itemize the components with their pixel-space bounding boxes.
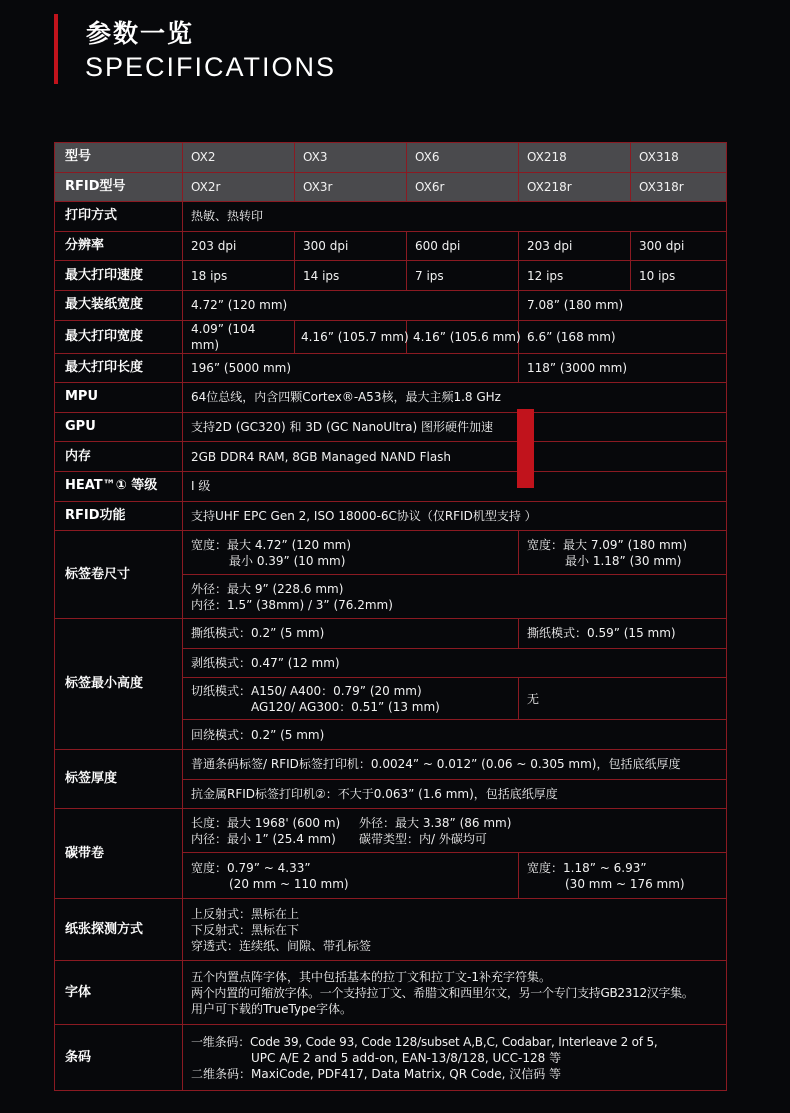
row-label: 分辨率 bbox=[55, 231, 183, 261]
table-cell: OX3 bbox=[295, 143, 407, 173]
table-cell: 4.09” (104 mm) bbox=[183, 320, 295, 353]
text-line: 宽度：1.18” ~ 6.93” bbox=[527, 860, 647, 875]
table-cell: 抗金属RFID标签打印机②：不大于0.063” (1.6 mm)，包括底纸厚度 bbox=[183, 779, 727, 809]
table-cell: I 级 bbox=[183, 471, 727, 501]
row-label: 字体 bbox=[55, 961, 183, 1025]
text-line: 碳带类型：内/ 外碳均可 bbox=[359, 831, 487, 846]
text-line: 宽度：0.79” ~ 4.33” bbox=[191, 860, 311, 875]
table-cell: 196” (5000 mm) bbox=[183, 353, 519, 383]
ribbon-line-1 bbox=[191, 815, 718, 831]
table-cell: 支持UHF EPC Gen 2, ISO 18000-6C协议（仅RFID机型支持 ） bbox=[183, 501, 727, 531]
table-cell: OX2r bbox=[183, 172, 295, 202]
table-cell: 300 dpi bbox=[295, 231, 407, 261]
table-cell: 18 ips bbox=[183, 261, 295, 291]
table-cell: 12 ips bbox=[519, 261, 631, 291]
text-line: 内径：最小 1” (25.4 mm) bbox=[191, 831, 336, 846]
table-cell: 6.6” (168 mm) bbox=[519, 320, 727, 353]
table-row-font bbox=[55, 961, 727, 1025]
row-label: MPU bbox=[55, 383, 183, 413]
table-cell: OX3r bbox=[295, 172, 407, 202]
table-cell: 撕纸模式：0.59” (15 mm) bbox=[519, 619, 727, 649]
table-row-rfid-models bbox=[55, 172, 727, 202]
table-cell: 2GB DDR4 RAM, 8GB Managed NAND Flash bbox=[183, 442, 727, 472]
title-accent-bar bbox=[54, 14, 58, 84]
text-line: 外径：最大 3.38” (86 mm) bbox=[359, 815, 512, 830]
table-cell: 10 ips bbox=[631, 261, 727, 291]
table-cell: OX2 bbox=[183, 143, 295, 173]
table-cell: 无 bbox=[519, 678, 727, 720]
table-row-print-method bbox=[55, 202, 727, 232]
table-cell bbox=[183, 678, 519, 720]
table-cell bbox=[183, 1025, 727, 1091]
table-cell: 203 dpi bbox=[183, 231, 295, 261]
table-cell bbox=[183, 853, 519, 899]
table-row-mpu bbox=[55, 383, 727, 413]
row-label: 条码 bbox=[55, 1025, 183, 1091]
table-row-barcode bbox=[55, 1025, 727, 1091]
table-row-models bbox=[55, 143, 727, 173]
text-line: 五个内置点阵字体，其中包括基本的拉丁文和拉丁文-1补充字符集。 bbox=[191, 969, 551, 984]
text-line: 一维条码：Code 39, Code 93, Code 128/subset A,B,C, Codabar, Interleave 2 of 5, bbox=[191, 1034, 658, 1049]
table-row-thickness-1 bbox=[55, 749, 727, 779]
text-line: 最小 1.18” (30 mm) bbox=[565, 553, 682, 568]
spec-table bbox=[54, 142, 727, 1091]
table-cell bbox=[519, 853, 727, 899]
row-label: 内存 bbox=[55, 442, 183, 472]
text-line: 用户可下载的TrueType字体。 bbox=[191, 1001, 353, 1016]
table-cell: 300 dpi bbox=[631, 231, 727, 261]
table-cell: 4.16” (105.7 mm) bbox=[295, 320, 407, 353]
text-line: 宽度：最大 7.09” (180 mm) bbox=[527, 537, 688, 552]
text-line: 最小 0.39” (10 mm) bbox=[229, 553, 346, 568]
table-row-memory bbox=[55, 442, 727, 472]
table-cell: 118” (3000 mm) bbox=[519, 353, 727, 383]
row-label: RFID功能 bbox=[55, 501, 183, 531]
table-cell: 4.72” (120 mm) bbox=[183, 290, 519, 320]
row-label: 打印方式 bbox=[55, 202, 183, 232]
text-line: 下反射式：黑标在下 bbox=[191, 922, 300, 937]
row-label: 碳带卷 bbox=[55, 809, 183, 899]
text-line: 长度：最大 1968' (600 m) bbox=[191, 815, 341, 830]
table-row-resolution bbox=[55, 231, 727, 261]
table-row-min-height-tear bbox=[55, 619, 727, 649]
row-label: 最大装纸宽度 bbox=[55, 290, 183, 320]
table-cell: 64位总线，内含四颗Cortex®-A53核，最大主频1.8 GHz bbox=[183, 383, 727, 413]
text-line: 内径：1.5” (38mm) / 3” (76.2mm) bbox=[191, 597, 393, 612]
table-cell: 203 dpi bbox=[519, 231, 631, 261]
table-row-print-width bbox=[55, 320, 727, 353]
row-label: 标签最小高度 bbox=[55, 619, 183, 750]
row-label: 纸张探测方式 bbox=[55, 899, 183, 961]
row-label: 标签卷尺寸 bbox=[55, 531, 183, 619]
ribbon-line-2 bbox=[191, 831, 718, 847]
table-cell bbox=[519, 531, 727, 575]
table-cell bbox=[183, 531, 519, 575]
red-marker-block bbox=[517, 409, 534, 488]
table-cell bbox=[183, 961, 727, 1025]
table-row-print-length bbox=[55, 353, 727, 383]
table-cell: OX218r bbox=[519, 172, 631, 202]
text-line: (20 mm ~ 110 mm) bbox=[229, 876, 349, 891]
row-label: HEAT™① 等级 bbox=[55, 471, 183, 501]
table-cell: 剥纸模式：0.47” (12 mm) bbox=[183, 648, 727, 678]
table-cell: OX318 bbox=[631, 143, 727, 173]
text-line: 上反射式：黑标在上 bbox=[191, 906, 300, 921]
row-label: RFID型号 bbox=[55, 172, 183, 202]
table-cell: OX6 bbox=[407, 143, 519, 173]
table-row-sensor bbox=[55, 899, 727, 961]
row-label: 型号 bbox=[55, 143, 183, 173]
table-cell: 4.16” (105.6 mm) bbox=[407, 320, 519, 353]
text-line: 切纸模式：A150/ A400：0.79” (20 mm) bbox=[191, 683, 422, 698]
table-row-roll-size bbox=[55, 531, 727, 575]
table-cell: 7.08” (180 mm) bbox=[519, 290, 727, 320]
table-cell: 14 ips bbox=[295, 261, 407, 291]
table-cell: 撕纸模式：0.2” (5 mm) bbox=[183, 619, 519, 649]
page-title-en: SPECIFICATIONS bbox=[85, 52, 337, 82]
table-cell: OX6r bbox=[407, 172, 519, 202]
table-row-ribbon-size bbox=[55, 809, 727, 853]
row-label: 最大打印宽度 bbox=[55, 320, 183, 353]
row-label: 标签厚度 bbox=[55, 749, 183, 808]
text-line: 宽度：最大 4.72” (120 mm) bbox=[191, 537, 352, 552]
table-cell: 回绕模式：0.2” (5 mm) bbox=[183, 720, 727, 750]
table-row-speed bbox=[55, 261, 727, 291]
table-cell: 热敏、热转印 bbox=[183, 202, 727, 232]
table-cell bbox=[183, 575, 727, 619]
text-line: AG120/ AG300：0.51” (13 mm) bbox=[251, 699, 440, 714]
table-cell bbox=[183, 899, 727, 961]
row-label: 最大打印速度 bbox=[55, 261, 183, 291]
table-row-gpu bbox=[55, 412, 727, 442]
row-label: GPU bbox=[55, 412, 183, 442]
table-cell: 600 dpi bbox=[407, 231, 519, 261]
table-cell: OX318r bbox=[631, 172, 727, 202]
table-row-heat bbox=[55, 471, 727, 501]
text-line: 外径：最大 9” (228.6 mm) bbox=[191, 581, 344, 596]
text-line: 二维条码：MaxiCode, PDF417, Data Matrix, QR Code, 汉信码 等 bbox=[191, 1066, 562, 1081]
text-line: (30 mm ~ 176 mm) bbox=[565, 876, 685, 891]
table-row-media-width bbox=[55, 290, 727, 320]
row-label: 最大打印长度 bbox=[55, 353, 183, 383]
table-cell: OX218 bbox=[519, 143, 631, 173]
table-cell bbox=[183, 809, 727, 853]
text-line: 两个内置的可缩放字体。一个支持拉丁文、希腊文和西里尔文，另一个专门支持GB2312汉字集。 bbox=[191, 985, 694, 1000]
table-cell: 支持2D (GC320) 和 3D (GC NanoUltra) 图形硬件加速 bbox=[183, 412, 727, 442]
text-line: UPC A/E 2 and 5 add-on, EAN-13/8/128, UCC-128 等 bbox=[251, 1050, 562, 1065]
page-title-cn: 参数一览 bbox=[86, 19, 195, 48]
table-cell: 普通条码标签/ RFID标签打印机：0.0024” ~ 0.012” (0.06 ~ 0.305 mm)，包括底纸厚度 bbox=[183, 749, 727, 779]
text-line: 穿透式：连续纸、间隙、带孔标签 bbox=[191, 938, 372, 953]
table-row-rfid bbox=[55, 501, 727, 531]
table-cell: 7 ips bbox=[407, 261, 519, 291]
